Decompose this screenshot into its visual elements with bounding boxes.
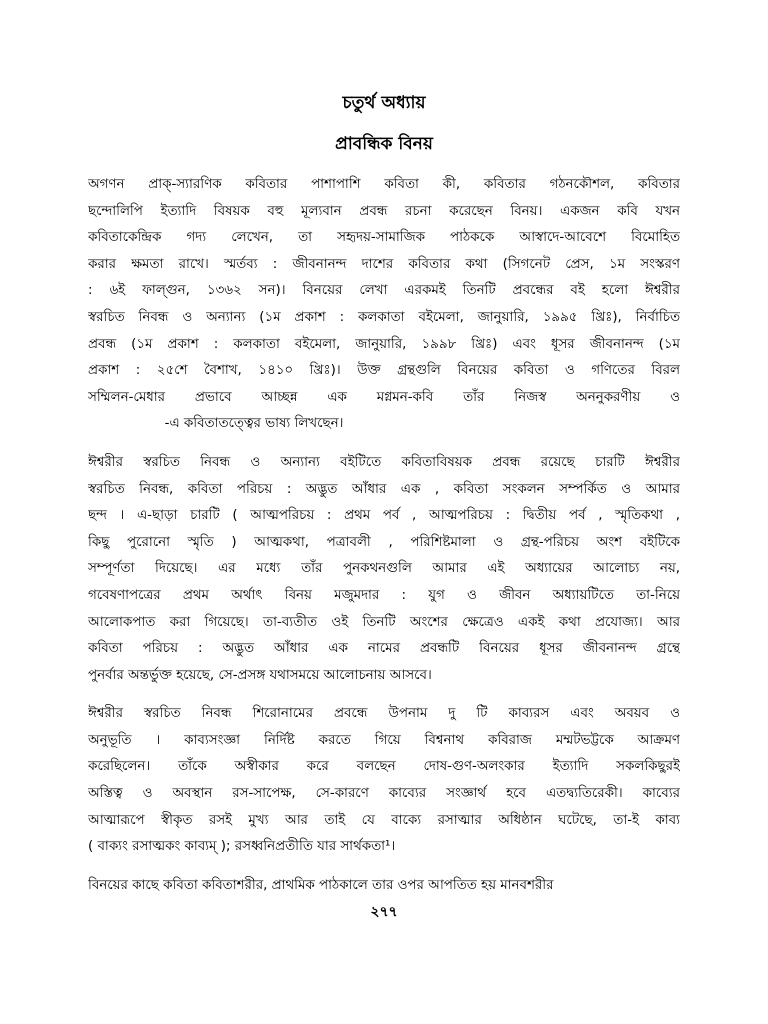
text-line: বিনয়ের কাছে কবিতা কবিতাশরীর, প্রাথমিক পাঠকালে তার ওপর আপতিত হয় মানবশরীর — [88, 877, 554, 893]
text-line: অগণন প্রাক্-স্যারণিক কবিতার পাশাপাশি কবিতা কী, কবিতার গঠনকৌশল, কবিতার — [88, 177, 680, 192]
text-line: সম্পূর্ণতা দিয়েছে। এর মধ্যে তাঁর পুনকথনগুলি আমার এই অধ্যায়ের আলোচ্য নয়, — [88, 561, 680, 577]
text-line: সম্মিলন-মেধার প্রভাবে আচ্ছন্ন এক মগ্নমন-কবি তাঁর নিজস্ব অননুকরণীয় ও — [88, 389, 680, 405]
text-line: -এ কবিতাতত্ত্বের ভাষ্য লিখছেন। — [88, 416, 344, 432]
text-line: ঈশ্বরীর স্বরচিত নিবন্ধ ও অন্যান্য বইটিতে কবিতাবিষয়ক প্রবন্ধ রয়েছে চারটি ঈশ্বরীর — [88, 454, 680, 470]
text-line: আলোকপাত করা গিয়েছে। তা-ব্যতীত ওই তিনটি অংশের ক্ষেত্রেও একই কথা প্রযোজ্য। আর — [88, 614, 680, 630]
text-line: ( বাক্যং রসাত্মকং কাব্যম্ ); রসধ্বনিপ্রতীতি যার সার্থকতা¹। — [88, 839, 396, 855]
text-line: পুনর্বার অন্তর্ভুক্ত হয়েছে, সে-প্রসঙ্গ যথাসময়ে আলোচনায় আসবে। — [88, 667, 432, 683]
text-line: প্রকাশ : ২৫শে বৈশাখ, ১৪১০ খ্রিঃ)। উক্ত গ্রন্থগুলি বিনয়ের কবিতা ও গণিতের বিরল — [88, 363, 680, 379]
text-line: করেছিলেন। তাঁকে অস্বীকার করে বলছেন দোষ-গুণ-অলংকার ইত্যাদি সকলকিছুরই — [88, 759, 680, 775]
chapter-title: চতুর্থ অধ্যায় — [342, 93, 426, 113]
paragraph-2 — [88, 450, 680, 689]
text-line: : ৬ই ফাল্গুন, ১৩৬২ সন)। বিনয়ের লেখা এরকমই তিনটি প্রবন্ধের বই হলো ঈশ্বরীর — [88, 283, 680, 299]
text-line: ছন্দোলিপি ইত্যাদি বিষয়ক বহু মূল্যবান প্রবন্ধ রচনা করেছেন বিনয়। একজন কবি যখন — [88, 203, 680, 219]
paragraph-3 — [88, 701, 680, 861]
body-text — [88, 172, 680, 911]
text-line: ছন্দ । এ-ছাড়া চারটি ( আত্মপরিচয় : প্রথম পর্ব , আত্মপরিচয় : দ্বিতীয় পর্ব , স্মৃতিকথা , — [88, 508, 680, 524]
text-line: আত্মারূপে স্বীকৃত রসই মুখ্য আর তাই যে বাক্যে রসাত্মার অধিষ্ঠান ঘটেছে, তা-ই কাব্য — [88, 812, 680, 828]
text-line: কবিতা পরিচয় : অদ্ভুত আঁধার এক নামের প্রবন্ধটি বিনয়ের ধূসর জীবনানন্দ গ্রন্থে — [88, 641, 680, 657]
text-line: স্বরচিত নিবন্ধ, কবিতা পরিচয় : অদ্ভুত আঁধার এক , কবিতা সংকলন সম্পর্কিত ও আমার — [88, 481, 680, 497]
text-line: গবেষণাপত্রের প্রথম অর্থাৎ বিনয় মজুমদার : যুগ ও জীবন অধ্যায়টিতে তা-নিয়ে — [88, 587, 680, 603]
paragraph-4 — [88, 873, 680, 900]
text-line: করার ক্ষমতা রাখে। স্মর্তব্য : জীবনানন্দ দাশের কবিতার কথা (সিগনেট প্রেস, ১ম সংস্করণ — [88, 256, 680, 272]
paragraph-1 — [88, 172, 680, 438]
text-line: স্বরচিত নিবন্ধ ও অন্যান্য (১ম প্রকাশ : কলকাতা বইমেলা, জানুয়ারি, ১৯৯৫ খ্রিঃ), নির্বাচিত — [88, 309, 680, 325]
text-line: কবিতাকেন্দ্রিক গদ্য লেখেন, তা সহৃদয়-সামাজিক পাঠককে আস্বাদে-আবেশে বিমোহিত — [88, 230, 680, 246]
text-line: ঈশ্বরীর স্বরচিত নিবন্ধ শিরোনামের প্রবন্ধে উপনাম দু টি কাব্যরস এবং অবয়ব ও — [88, 706, 680, 722]
text-line: অনুভূতি । কাব্যসংজ্ঞা নির্দিষ্ট করতে গিয়ে বিশ্বনাথ কবিরাজ মম্মটভট্টকে আক্রমণ — [88, 732, 680, 748]
text-line: প্রবন্ধ (১ম প্রকাশ : কলকাতা বইমেলা, জানুয়ারি, ১৯৯৮ খ্রিঃ) এবং ধূসর জীবনানন্দ (১ম — [88, 336, 680, 352]
text-line: কিছু পুরোনো স্মৃতি ) আত্মকথা, পত্রাবলী , পরিশিষ্টমালা ও গ্রন্থ-পরিচয় অংশ বইটিকে — [88, 534, 680, 550]
section-title: প্রাবন্ধিক বিনয় — [335, 134, 433, 154]
text-line: অস্তিত্ব ও অবস্থান রস-সাপেক্ষ, সে-কারণে কাব্যের সংজ্ঞার্থ হবে এতদ্ব্যতিরেকী। কাব্যের — [88, 786, 680, 802]
page-number: ২৭৭ — [370, 904, 398, 920]
